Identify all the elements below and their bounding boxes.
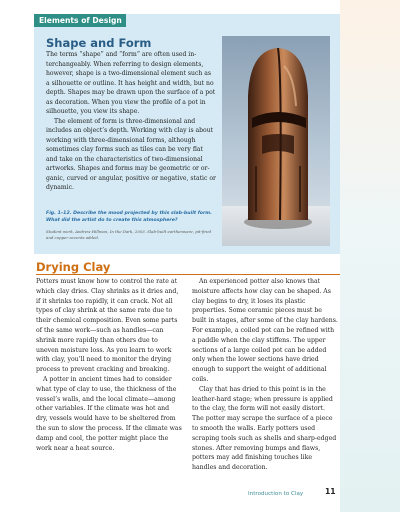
- sidebar-title: Shape and Form: [46, 36, 152, 50]
- sidebar-body: [46, 50, 216, 193]
- left-column: [36, 277, 182, 453]
- sidebar-paragraph: The terms “shape” and “form” are often used interchangeably. When referring to design elements, however, shape is a two-dimensional element such as a silhouette or outline. It has height and width, but no depth. Shapes may be drawn upon the surface of a pot as decoration. When you view the profile of a pot in silhouette, you view its shape.: [46, 51, 216, 115]
- page-edge-gradient: [340, 0, 400, 512]
- helmet-sculpture-photo: [222, 36, 330, 246]
- helmet-sculpture-illustration: [222, 36, 330, 246]
- heading-rule: [36, 274, 340, 275]
- body-paragraph: A potter in ancient times had to consider what type of clay to use, the thickness of the vessel’s walls, and the local climate—among other variables. If the climate was hot and dry, vessels would have to be sheltered from the sun to slow the process. If the climate was damp and cool, the potter might place the work near a heat source.: [36, 375, 182, 452]
- section-tag: Elements of Design: [34, 14, 126, 27]
- page-number: 11: [325, 487, 336, 496]
- sidebar-paragraph: The element of form is three-dimensional and includes an object’s depth. Working with clay is about working with three-dimensional forms, although sometimes clay forms such as tiles can be very flat and take on the characteristics of two-dimensional artworks. Shapes and forms may be geometric or organic, curved or angular, positive or negative, static or dynamic.: [46, 117, 216, 191]
- body-paragraph: An experienced potter also knows that moisture affects how clay can be shaped. As clay begins to dry, it loses its plastic properties. Some ceramic pieces must be built in stages, after some of the clay hardens. For example, a coiled pot can be refined with a paddle when the clay stiffens. The upper sections of a large coiled pot can be added only when the lower sections have dried enough to support the weight of additional coils.: [192, 278, 338, 383]
- figure-credit: Student work, Andrew Hillman, In the Dark, 2003. Slab-built earthenware, pit-fired and copper accents added.: [46, 229, 212, 240]
- body-paragraph: Potters must know how to control the rate at which clay dries. Clay shrinks as it dries and, if it shrinks too rapidly, it can crack. Not all types of clay shrink at the same rate due to their chemical composition. Even some parts of the same work—such as handles—can shrink more rapidly than others due to uneven moisture loss. As you learn to work with clay, you’ll need to monitor the drying process to prevent cracking and breaking.: [36, 278, 179, 374]
- figure-caption: Fig. 1–12. Describe the mood projected by this slab-built form. What did the artist do to create this atmosphere?: [46, 211, 212, 223]
- drying-clay-heading: Drying Clay: [36, 260, 111, 274]
- running-footer: Introduction to Clay: [248, 491, 304, 497]
- right-column: [192, 277, 338, 473]
- body-paragraph: Clay that has dried to this point is in the leather-hard stage; when pressure is applied to the clay, the form will not easily distort. The potter may scrape the surface of a piece to smooth the walls. Early potters used scraping tools such as shells and sharp-edged stones. After removing bumps and flaws, potters may add finishing touches like handles and decoration.: [192, 385, 337, 472]
